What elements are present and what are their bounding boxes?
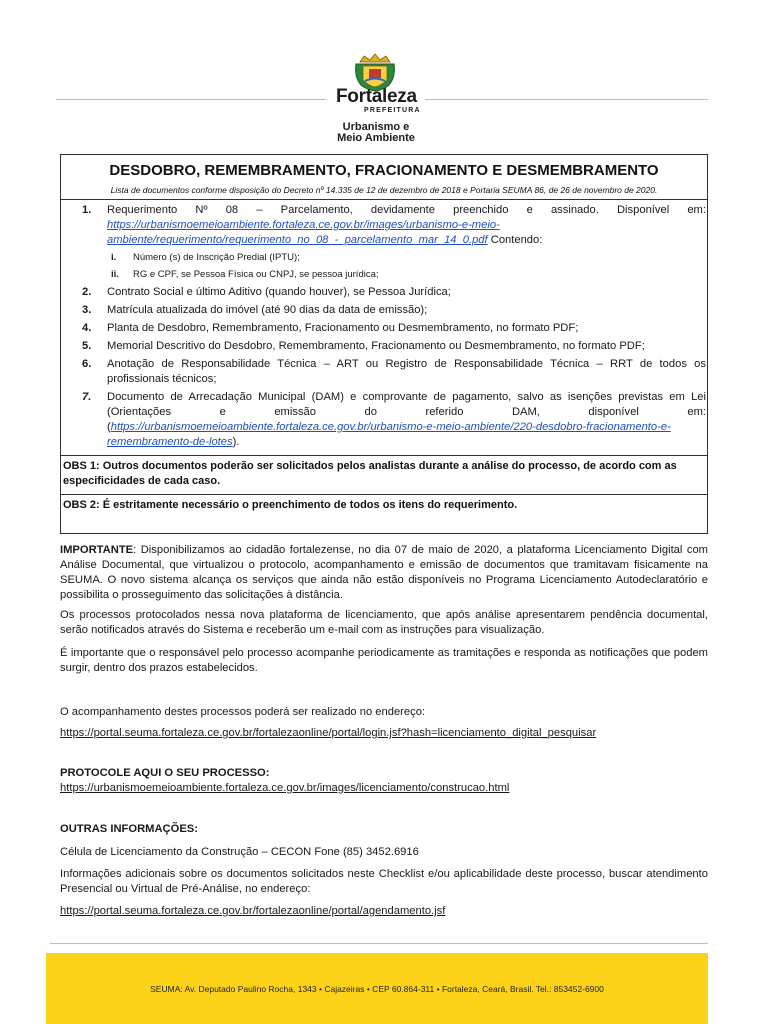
- list-item: [76, 285, 706, 300]
- dam-link[interactable]: https://urbanismoemeioambiente.fortaleza.ce.gov.br/urbanismo-e-meio-ambiente/220-desdobro-fracionamento-e-remembramento-de-lotes: [107, 421, 671, 448]
- agendamento-link[interactable]: https://portal.seuma.fortaleza.ce.gov.br/fortalezaonline/portal/agendamento.jsf: [60, 905, 446, 917]
- item-7-pre: (: [107, 421, 111, 433]
- item-number: 2.: [82, 286, 92, 298]
- follow-text: O acompanhamento destes processos poderá ser realizado no endereço:: [60, 706, 426, 718]
- department-line-1: Urbanismo e: [342, 121, 410, 133]
- important-label: IMPORTANTE: [60, 544, 134, 556]
- item-text: Memorial Descritivo do Desdobro, Remembramento, Fracionamento ou Desmembramento, no formato PDF;: [107, 340, 645, 352]
- header-rule-left: [56, 99, 326, 100]
- subitem-text: Número (s) de Inscrição Predial (IPTU);: [133, 252, 300, 263]
- follow-link[interactable]: https://portal.seuma.fortaleza.ce.gov.br/fortalezaonline/portal/login.jsf?hash=licenciamento_digital_pesquisar: [60, 727, 597, 739]
- additional-info: Informações adicionais sobre os documentos solicitados neste Checklist e/ou aplicabilidade deste processo, buscar atendimento Presencial ou Virtual de Pré-Análise, no endereço:: [60, 868, 708, 895]
- item-number: 5.: [82, 340, 92, 352]
- document-list: [76, 203, 706, 453]
- item-7-text: Documento de Arrecadação Municipal (DAM) e comprovante de pagamento, salvo as isenções previstas em Lei (Orientações e emissão do referido DAM, disponível em:: [107, 391, 706, 418]
- sublist-item: [107, 250, 706, 265]
- requerimento-link[interactable]: https://urbanismoemeioambiente.fortaleza.ce.gov.br/images/urbanismo-e-meio-ambiente/requerimento/requerimento_no_08_-_parcelamento_mar_14_0.pdf: [107, 219, 500, 246]
- item-text: [107, 390, 706, 450]
- list-item: [76, 339, 706, 354]
- department-name: [328, 122, 424, 144]
- footer-rule: [50, 943, 708, 944]
- important-text: : Disponibilizamos ao cidadão fortalezense, no dia 07 de maio de 2020, a plataforma Licenciamento Digital com Análise Documental, que virtualizou o protocolo, acompanhamento e emissão de documentos que tramitavam fisicamente na SEUMA. O novo sistema alcança os serviços que ainda não estão disponíveis no Programa Licenciamento Autodeclaratório e possibilita o prosseguimento das solicitações à distância.: [60, 544, 708, 601]
- brand-name: Fortaleza: [336, 86, 417, 107]
- checklist-title: DESDOBRO, REMEMBRAMENTO, FRACIONAMENTO E DESMEMBRAMENTO: [109, 162, 659, 179]
- list-item: [76, 390, 706, 450]
- box-separator-obs2: [60, 494, 708, 495]
- item-number: 3.: [82, 304, 92, 316]
- item-1-after: Contendo:: [487, 234, 543, 246]
- list-item: [76, 203, 706, 282]
- cecon-contact: Célula de Licenciamento da Construção – CECON Fone (85) 3452.6916: [60, 846, 419, 858]
- item-text: Contrato Social e último Aditivo (quando houver), se Pessoa Jurídica;: [107, 286, 451, 298]
- item-1-text: Requerimento Nº 08 – Parcelamento, devidamente preenchido e assinado. Disponível em:: [107, 204, 706, 216]
- item-1-sublist: [107, 250, 706, 282]
- important-paragraph: [60, 543, 708, 603]
- box-separator-obs1: [60, 455, 708, 456]
- sublist-item: [107, 267, 706, 282]
- protocol-label: PROTOCOLE AQUI O SEU PROCESSO:: [60, 767, 270, 779]
- subitem-number: ii.: [111, 269, 119, 280]
- item-number: 7.: [82, 391, 92, 403]
- list-item: [76, 321, 706, 336]
- acompanhamento-paragraph: É importante que o responsável pelo processo acompanhe periodicamente as tramitações e responda as notificações que podem surgir, dentro dos prazos estabelecidos.: [60, 647, 708, 674]
- item-number: 6.: [82, 358, 92, 370]
- item-text: Anotação de Responsabilidade Técnica – ART ou Registro de Responsabilidade Técnica – RRT de todos os profissionais técnicos;: [107, 358, 706, 385]
- department-line-2: Meio Ambiente: [337, 132, 415, 144]
- item-text: Matrícula atualizada do imóvel (até 90 dias da data de emissão);: [107, 304, 428, 316]
- item-number: 4.: [82, 322, 92, 334]
- checklist-subtitle: Lista de documentos conforme disposição do Decreto nº 14.335 de 12 de dezembro de 2018 e Portaria SEUMA 86, de 26 de novembro de 2020.: [110, 185, 658, 195]
- subitem-number: i.: [111, 252, 117, 263]
- subitem-text: RG e CPF, se Pessoa Física ou CNPJ, se pessoa jurídica;: [133, 269, 379, 280]
- protocol-link[interactable]: https://urbanismoemeioambiente.fortaleza.ce.gov.br/images/licenciamento/construcao.html: [60, 782, 510, 794]
- pendencia-paragraph: Os processos protocolados nessa nova plataforma de licenciamento, que após análise apresentarem pendência documental, serão notificados através do Sistema e receberão um e-mail com as instruções para visualização.: [60, 609, 708, 636]
- item-number: 1.: [82, 204, 92, 216]
- brand-subtitle: PREFEITURA: [364, 107, 421, 114]
- header-rule-right: [425, 99, 708, 100]
- footer-address: SEUMA: Av. Deputado Paulino Rocha, 1343 • Cajazeiras • CEP 60.864-311 • Fortaleza, Ceará, Brasil. Tel.: 853452-6900: [150, 984, 604, 994]
- obs-2: OBS 2: É estritamente necessário o preenchimento de todos os itens do requerimento.: [63, 499, 518, 511]
- item-7-after: ).: [232, 436, 240, 448]
- list-item: [76, 303, 706, 318]
- item-text: [107, 203, 706, 248]
- box-separator-top: [60, 199, 708, 200]
- item-text: Planta de Desdobro, Remembramento, Fracionamento ou Desmembramento, no formato PDF;: [107, 322, 579, 334]
- list-item: [76, 357, 706, 387]
- obs-1: OBS 1: Outros documentos poderão ser solicitados pelos analistas durante a análise do processo, de acordo com as especificidades de cada caso.: [63, 460, 677, 487]
- other-info-label: OUTRAS INFORMAÇÕES:: [60, 823, 198, 835]
